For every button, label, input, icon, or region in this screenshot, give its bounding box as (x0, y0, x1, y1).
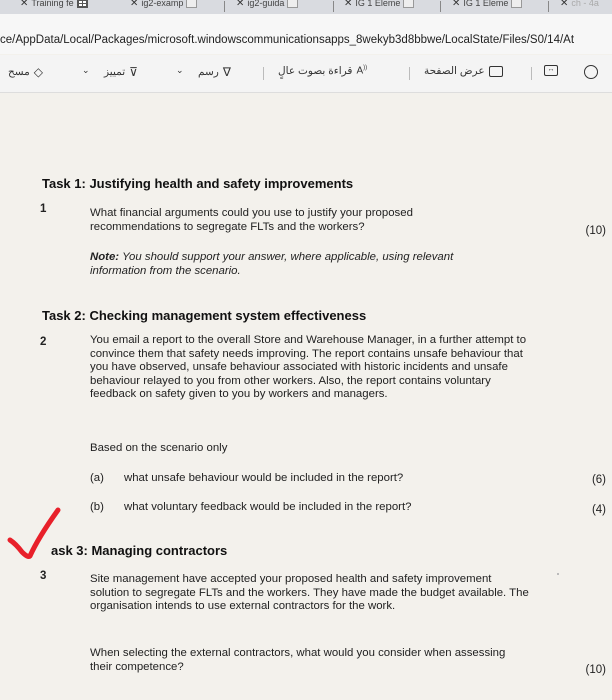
tab-strip (0, 0, 612, 14)
fit-width-icon: ↔ (544, 65, 558, 76)
tab-label: Training fe (31, 0, 74, 8)
close-icon[interactable]: ✕ (236, 0, 245, 9)
tab-label: ig2-guida (247, 0, 285, 8)
tab-label: IG 1 Eleme (355, 0, 401, 8)
task1-question: What financial arguments could you use to justify your proposed recommendations to segregate FLTs and the workers? (90, 207, 413, 233)
page-view-button[interactable] (424, 65, 503, 77)
tab-ch-4a[interactable] (560, 0, 599, 12)
toolbar-divider (531, 67, 532, 80)
pdf-icon (287, 0, 298, 8)
tab-divider (548, 1, 549, 12)
pdf-icon (186, 0, 197, 8)
task3-heading: ask 3: Managing contractors (51, 543, 228, 558)
tab-ig1-eleme-1[interactable] (344, 0, 414, 12)
tab-divider (333, 1, 334, 12)
task2-based-on: Based on the scenario only (90, 442, 228, 454)
eraser-icon: ◇ (33, 65, 44, 79)
draw-menu-button[interactable] (176, 65, 184, 76)
erase-label: مسح (8, 66, 30, 78)
pdf-toolbar (0, 55, 612, 93)
highlight-button[interactable] (104, 65, 138, 79)
close-icon[interactable]: ✕ (560, 0, 569, 9)
tab-training[interactable] (20, 0, 88, 12)
pen-icon: ∇ (222, 65, 231, 79)
task3-question2: When selecting the external contractors, what would you consider when assessing their competence? (90, 647, 506, 673)
tab-divider (224, 1, 225, 12)
task2-part-b-marks: (4) (591, 504, 606, 516)
close-icon[interactable]: ✕ (344, 0, 353, 9)
note-label: Note: (90, 251, 120, 263)
task2-part-a-text: what unsafe behaviour would be included in the report? (124, 472, 404, 484)
address-bar[interactable] (0, 14, 612, 54)
note-text: You should support your answer, where applicable, using relevant information from the scenario. (90, 251, 454, 277)
pdf-page (0, 94, 612, 700)
close-icon[interactable]: ✕ (130, 0, 139, 9)
pdf-icon (403, 0, 414, 8)
tab-ig2-guida[interactable] (236, 0, 298, 12)
task2-question: You email a report to the overall Store and Warehouse Manager, in a further attempt to convince them that safety needs improving. The report contains unsafe behaviour that you have observed, unsafe behaviour associated with historic incidents and unsafe behaviour relayed to you from other workers. Also, the report contains voluntary feedback on safety given to you by workers and managers. (90, 334, 527, 401)
chevron-down-icon: ⌄ (82, 65, 90, 75)
task3-question: Site management have accepted your proposed health and safety improvement solution to segregate FLTs and the workers. They have made the budget available. The organisation intends to use external contractors for the work. (90, 573, 529, 613)
draw-button[interactable] (198, 65, 231, 79)
task1-marks: (10) (585, 225, 606, 237)
highlighter-icon: ⊽ (129, 65, 138, 79)
tab-label: ch - 4a (571, 0, 599, 8)
erase-button[interactable] (8, 65, 43, 79)
task1-number: 1 (40, 203, 47, 215)
rotate-button[interactable] (584, 65, 598, 79)
task2-heading: Task 2: Checking management system effectiveness (42, 308, 367, 323)
spreadsheet-icon (77, 0, 88, 8)
task3-number: 3 (40, 570, 47, 582)
highlight-menu-button[interactable] (82, 65, 90, 76)
task3-marks: (10) (585, 664, 606, 676)
read-aloud-label: قراءة بصوت عالٍ (278, 65, 353, 77)
read-aloud-icon: A)) (356, 65, 368, 77)
close-icon[interactable]: ✕ (20, 0, 29, 9)
draw-label: رسم (198, 66, 219, 78)
tab-label: ig2-examp (141, 0, 184, 8)
task1-heading: Task 1: Justifying health and safety improvements (42, 176, 354, 191)
rotate-icon (584, 65, 598, 79)
toolbar-divider (409, 67, 410, 80)
fit-width-button[interactable] (544, 65, 558, 76)
task2-number: 2 (40, 336, 47, 348)
task2-part-b-label: (b) (90, 501, 104, 513)
tab-divider (440, 1, 441, 12)
page-view-icon (489, 66, 503, 77)
close-icon[interactable]: ✕ (452, 0, 461, 9)
task1-note (90, 251, 510, 278)
address-text[interactable]: ce/AppData/Local/Packages/microsoft.windowscommunicationsapps_8wekyb3d8bbwe/LocalState/Files/S0/14/At (0, 34, 575, 46)
task2-part-a-label: (a) (90, 472, 104, 484)
task2-part-b-text: what voluntary feedback would be included in the report? (124, 501, 412, 513)
tab-ig1-eleme-2[interactable] (452, 0, 522, 12)
highlight-label: تمييز (104, 66, 126, 78)
pdf-icon (511, 0, 522, 8)
tab-ig2-exam[interactable] (130, 0, 197, 12)
chevron-down-icon: ⌄ (176, 65, 184, 75)
tab-label: IG 1 Eleme (463, 0, 509, 8)
toolbar-divider (263, 67, 264, 80)
read-aloud-button[interactable] (278, 65, 367, 77)
page-view-label: عرض الصفحة (424, 65, 485, 77)
task2-part-a-marks: (6) (591, 474, 606, 486)
speck (557, 573, 559, 575)
red-checkmark-icon (4, 504, 64, 564)
